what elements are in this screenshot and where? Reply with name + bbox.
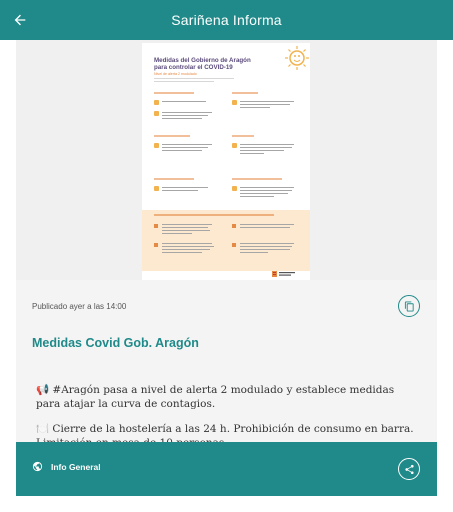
poster-section-heading [154, 92, 194, 94]
news-card [16, 40, 437, 496]
poster-subtitle: Nivel de alerta 2 modulado [154, 72, 197, 76]
poster-text-line [240, 107, 270, 108]
poster-text-line [162, 150, 202, 151]
poster-section-heading [154, 178, 194, 180]
poster-text-line [162, 230, 210, 231]
app-title: Sariñena Informa [171, 12, 282, 28]
poster-text-line [240, 246, 292, 247]
poster-image [142, 43, 310, 280]
poster-text-line [162, 115, 208, 116]
poster-recommendations-band [142, 210, 310, 271]
poster-text-line [240, 227, 290, 228]
poster-text-line [240, 150, 284, 151]
poster-text-line [162, 246, 214, 247]
poster-text-line [154, 78, 234, 79]
poster-text-line [240, 147, 292, 148]
copy-icon [404, 301, 415, 312]
post-paragraph: 🍽️ Cierre de la hostelería a las 24 h. Prohibición de consumo en barra. [36, 423, 414, 435]
poster-band-number [154, 243, 158, 247]
poster-item-icon [154, 100, 159, 105]
poster-item-icon [232, 186, 237, 191]
poster-text-line [162, 101, 206, 102]
poster-text-line [162, 187, 208, 188]
back-button[interactable] [8, 8, 32, 32]
poster-band-title [154, 214, 274, 216]
poster-text-line [162, 227, 208, 228]
info-general-label: Info General [51, 461, 101, 472]
poster-text-line [240, 144, 294, 145]
info-general-button[interactable] [32, 461, 101, 472]
poster-text-line [240, 187, 294, 188]
poster-section-heading [232, 135, 254, 137]
poster-text-line [162, 144, 212, 145]
poster-text-line [162, 147, 208, 148]
poster-section-heading [232, 178, 282, 180]
poster-text-line [240, 224, 294, 225]
poster-item-icon [232, 143, 237, 148]
poster-text-line [240, 196, 274, 197]
poster-band-number [232, 243, 236, 247]
poster-text-line [240, 249, 290, 250]
gobierno-aragon-logo [272, 271, 296, 277]
published-timestamp: Publicado ayer a las 14:00 [32, 302, 127, 311]
poster-text-line [162, 252, 202, 253]
poster-section-heading [154, 135, 190, 137]
bottom-action-bar [16, 442, 437, 496]
poster-section-heading [232, 92, 258, 94]
poster-text-line [240, 153, 264, 154]
poster-text-line [240, 252, 268, 253]
poster-item-icon [154, 111, 159, 116]
poster-text-line [240, 243, 294, 244]
share-button[interactable] [398, 458, 420, 480]
poster-band-number [154, 224, 158, 228]
poster-text-line [162, 224, 212, 225]
poster-item-icon [232, 100, 237, 105]
poster-text-line [240, 101, 294, 102]
post-paragraph: 📢 #Aragón pasa a nivel de alerta 2 modulado y establece medidas para atajar la curva de contagios. [36, 384, 395, 410]
post-image-area[interactable] [16, 40, 437, 280]
top-app-bar [0, 0, 453, 40]
copy-button[interactable] [398, 295, 420, 317]
poster-text-line [240, 193, 288, 194]
poster-title: Medidas del Gobierno de Aragón para controlar el COVID-19 [154, 57, 251, 72]
poster-text-line [162, 190, 198, 191]
poster-text-line [162, 233, 192, 234]
share-icon [404, 464, 415, 475]
poster-text-line [162, 112, 212, 113]
poster-text-line [240, 190, 292, 191]
poster-band-number [232, 224, 236, 228]
poster-text-line [240, 104, 290, 105]
poster-item-icon [154, 143, 159, 148]
poster-text-line [162, 249, 210, 250]
post-headline: Medidas Covid Gob. Aragón [32, 336, 199, 350]
sun-decoration-icon [284, 45, 310, 71]
globe-icon [32, 461, 43, 472]
poster-item-icon [154, 186, 159, 191]
arrow-left-icon [12, 12, 28, 28]
poster-text-line [162, 243, 212, 244]
poster-text-line [154, 81, 214, 82]
poster-text-line [162, 118, 202, 119]
